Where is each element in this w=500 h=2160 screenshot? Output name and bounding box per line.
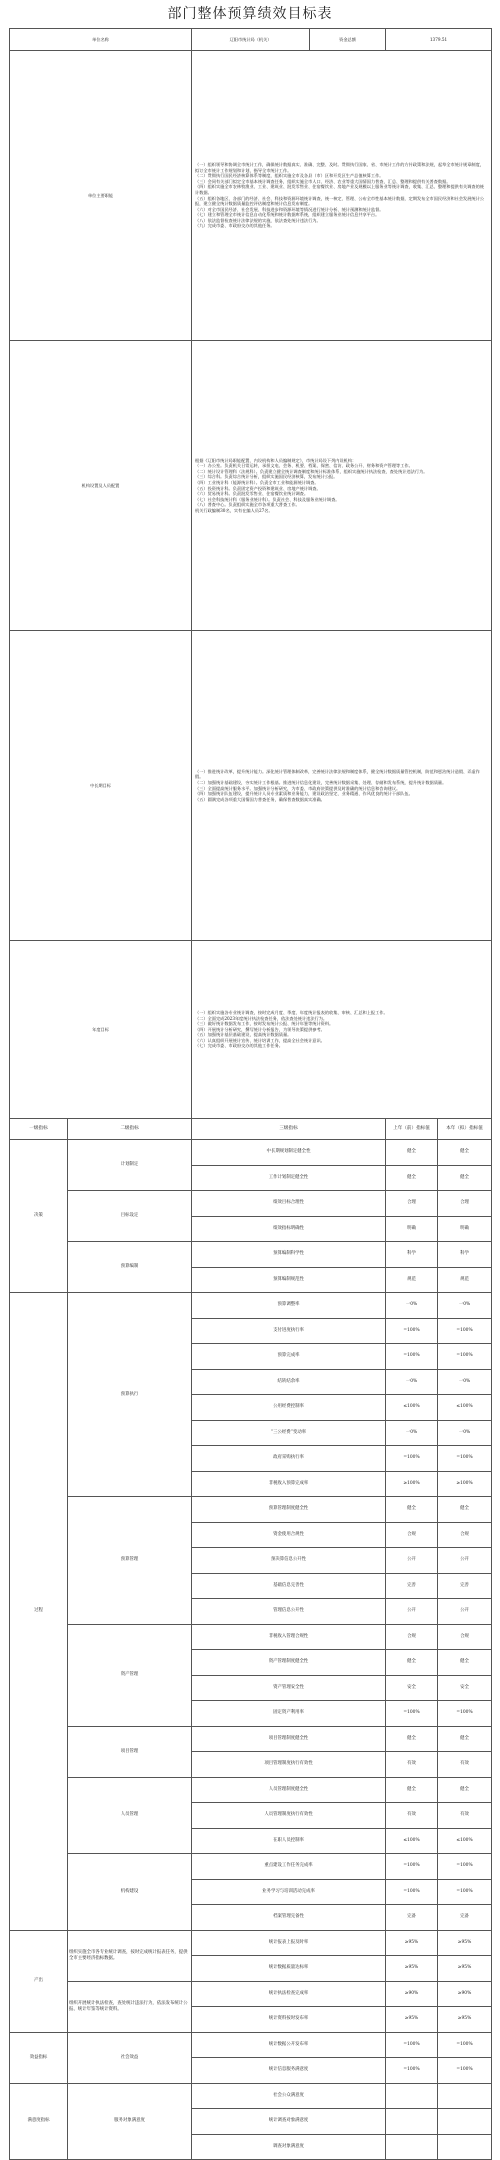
metric-actual: =100% xyxy=(386,1854,438,1880)
metric-level3: 统计执法检查完成率 xyxy=(192,1981,386,2007)
metric-level3: 非税收入管理合规性 xyxy=(192,1624,386,1650)
metric-target: 健全 xyxy=(438,1165,492,1191)
metric-target: ≥95% xyxy=(438,1956,492,1982)
section-body xyxy=(192,341,492,631)
metric-target: =100% xyxy=(438,1344,492,1370)
section-line: （二）加强统计基础建设，夯实统计工作根基。推进统计信息化建设，完善统计数据采集、处理、存储和发布系统，提升统计数据质量。 xyxy=(195,779,447,785)
metric-level3: 固定资产利用率 xyxy=(192,1701,386,1727)
metric-level3: 资金使用合规性 xyxy=(192,1522,386,1548)
header-actual: 上年（前）指标值 xyxy=(386,1119,438,1140)
metric-row xyxy=(10,1726,492,1752)
metric-level1: 决策 xyxy=(10,1140,68,1293)
metric-level1: 产出 xyxy=(10,1930,68,2032)
performance-table xyxy=(9,28,492,2160)
unit-name-label: 单位名称 xyxy=(10,29,192,51)
section-line: （四）加强统计队伍建设，提升统计人员专业素质和业务能力，建设政治坚定、业务精通、作风优良的统计干部队伍。 xyxy=(195,791,413,797)
metric-level3: 中长期规划制定健全性 xyxy=(192,1140,386,1166)
metric-target: 完备 xyxy=(438,1905,492,1931)
metric-row xyxy=(10,1930,492,1956)
metric-level3: 管理信息公开性 xyxy=(192,1599,386,1625)
metric-level3: 调查对象满意度 xyxy=(192,2134,386,2160)
metric-actual: 合规 xyxy=(386,1624,438,1650)
metric-actual: 健全 xyxy=(386,1497,438,1523)
metric-actual: 合理 xyxy=(386,1191,438,1217)
metric-target: 健全 xyxy=(438,1777,492,1803)
metric-level3: 项目管理制度执行有效性 xyxy=(192,1752,386,1778)
metric-actual: 一0% xyxy=(386,1369,438,1395)
metric-actual xyxy=(386,2109,438,2135)
metric-target: 完善 xyxy=(438,1573,492,1599)
metric-actual: ≥100% xyxy=(386,1471,438,1497)
metric-target xyxy=(438,2109,492,2135)
metric-level2: 服务对象满意度 xyxy=(68,2083,192,2160)
metric-actual: ≥90% xyxy=(386,1981,438,2007)
metric-level3: 结转结余率 xyxy=(192,1369,386,1395)
section-line: （四）开展统计分析研究，撰写统计分析报告，为领导决策提供参考。 xyxy=(195,1026,325,1032)
section-label: 机构设置及人员配置 xyxy=(10,341,192,631)
section-line: （五）加强统计基层基础建设，提高统计数据质量。 xyxy=(195,1032,292,1038)
section-line: （九）完成市委、市政府交办的其他任务。 xyxy=(195,223,275,229)
metric-target xyxy=(438,2083,492,2109)
metric-actual: 健全 xyxy=(386,1726,438,1752)
metric-row xyxy=(10,2032,492,2058)
metric-level2: 预算管理 xyxy=(68,1497,192,1625)
section-body xyxy=(192,631,492,941)
section-line: （八）普查中心。负责组织实施全市各项重大普查工作。 xyxy=(195,502,300,508)
metric-level3: “三公经费”变动率 xyxy=(192,1420,386,1446)
metric-actual xyxy=(386,2083,438,2109)
metric-actual: 有效 xyxy=(386,1752,438,1778)
metric-row xyxy=(10,1191,492,1217)
metric-level3: 业务学习与培训活动完成率 xyxy=(192,1879,386,1905)
metric-target: =100% xyxy=(438,1446,492,1472)
metric-actual: 完备 xyxy=(386,1905,438,1931)
metric-target: 有效 xyxy=(438,1752,492,1778)
metric-target: 明确 xyxy=(438,1216,492,1242)
metric-level3: 人员管理制度执行有效性 xyxy=(192,1803,386,1829)
metric-level3: 预算编制科学性 xyxy=(192,1242,386,1268)
metric-actual: 健全 xyxy=(386,1650,438,1676)
section-line: （二）全面完成2023年度统计执法检查任务，依法查处统计违法行为。 xyxy=(195,1015,328,1021)
metric-target: 公开 xyxy=(438,1548,492,1574)
metric-level3: 政府采购执行率 xyxy=(192,1446,386,1472)
metric-row xyxy=(10,1140,492,1166)
metric-level3: 统计调查对象满意度 xyxy=(192,2109,386,2135)
header-level1: 一级指标 xyxy=(10,1119,68,1140)
metric-actual: 一0% xyxy=(386,1293,438,1319)
header-level3: 三级指标 xyxy=(192,1119,386,1140)
metric-actual: 明确 xyxy=(386,1216,438,1242)
metrics-header-row xyxy=(10,1119,492,1140)
section-label: 年度目标 xyxy=(10,941,192,1119)
section-row xyxy=(10,51,492,341)
metric-row xyxy=(10,1981,492,2007)
metric-actual: 公开 xyxy=(386,1599,438,1625)
section-row xyxy=(10,941,492,1119)
metric-level3: 统计信息服务满意度 xyxy=(192,2058,386,2084)
section-line: （四）工业统计科（能源统计科）。负责全市工业和能源统计调查。 xyxy=(195,479,319,485)
metric-actual: 完善 xyxy=(386,1573,438,1599)
metrics-body xyxy=(10,1140,492,2160)
metric-row xyxy=(10,2083,492,2109)
section-line: （七）完成市委、市政府交办的其他工作任务。 xyxy=(195,1043,283,1049)
metric-target: 公开 xyxy=(438,1599,492,1625)
metric-target: 健全 xyxy=(438,1650,492,1676)
metric-level2: 预算编制 xyxy=(68,1242,192,1293)
metric-target: 安全 xyxy=(438,1675,492,1701)
metric-target: =100% xyxy=(438,1854,492,1880)
metric-target: =100% xyxy=(438,1879,492,1905)
metric-actual: 健全 xyxy=(386,1777,438,1803)
metric-target: 合规 xyxy=(438,1624,492,1650)
metric-target: 一0% xyxy=(438,1293,492,1319)
metric-level3: 在职人员控制率 xyxy=(192,1828,386,1854)
metric-target: 健全 xyxy=(438,1497,492,1523)
metric-target: 有效 xyxy=(438,1803,492,1829)
metric-target: ≤100% xyxy=(438,1395,492,1421)
metric-target: 合理 xyxy=(438,1191,492,1217)
metric-actual: 健全 xyxy=(386,1140,438,1166)
metric-actual: ≤100% xyxy=(386,1395,438,1421)
metric-actual: 规范 xyxy=(386,1267,438,1293)
metric-level3: 预算管理制度健全性 xyxy=(192,1497,386,1523)
metric-level3: 非税收入预算完成率 xyxy=(192,1471,386,1497)
section-line: （四）组织实施全市农林牧渔业、工业、建筑业、批发零售业、住宿餐饮业、房地产业及规模以上服务业等统计调查，收集、汇总、整理和提供有关调查的统计数据。 xyxy=(195,184,484,195)
metric-row xyxy=(10,1777,492,1803)
budget-total-label: 资金总额 xyxy=(310,29,386,51)
metric-level2: 预算执行 xyxy=(68,1293,192,1497)
page-title: 部门整体预算绩效目标表 xyxy=(167,6,333,22)
metric-row xyxy=(10,1624,492,1650)
metric-target: ≤100% xyxy=(438,1828,492,1854)
section-line: 机关行政编制30名，实有在编人员27名。 xyxy=(195,507,273,513)
metric-actual: =100% xyxy=(386,1879,438,1905)
metric-level3: 项目管理制度健全性 xyxy=(192,1726,386,1752)
metric-level3: 人员管理制度健全性 xyxy=(192,1777,386,1803)
metric-level2: 组织实施全市各专业统计调查，按时完成统计报表任务，提供全市主要经济指标数据。 xyxy=(68,1930,192,1981)
metric-actual: 一0% xyxy=(386,1420,438,1446)
metric-level1: 效益指标 xyxy=(10,2032,68,2083)
metric-level3: 工作计划制定健全性 xyxy=(192,1165,386,1191)
metric-row xyxy=(10,1854,492,1880)
section-line: （六）认真组织开展统计宣传、统计培训工作，提高全社会统计意识。 xyxy=(195,1037,325,1043)
metric-actual: ≥95% xyxy=(386,1930,438,1956)
metric-target: 规范 xyxy=(438,1267,492,1293)
metric-actual: =100% xyxy=(386,2032,438,2058)
section-label: 单位主要职能 xyxy=(10,51,192,341)
metric-level3: 绩效指标明确性 xyxy=(192,1216,386,1242)
metric-level2: 资产管理 xyxy=(68,1624,192,1726)
section-line: （一）组织实施各专业统计调查，按时完成月度、季度、年度统计报表的收集、审核、汇总和上报工作。 xyxy=(195,1009,388,1015)
metric-level2: 目标设定 xyxy=(68,1191,192,1242)
section-line: 根据《辽阳市统计局职能配置、内设机构和人员编制规定》，市统计局设下列内设机构： xyxy=(195,457,357,463)
metric-level3: 统计数据质量达标率 xyxy=(192,1956,386,1982)
budget-total-value: 1379.51 xyxy=(386,29,492,51)
section-row xyxy=(10,341,492,631)
metric-level2: 机构建设 xyxy=(68,1854,192,1931)
metric-level3: 档案管理完备性 xyxy=(192,1905,386,1931)
metric-actual: =100% xyxy=(386,2058,438,2084)
metric-level3: 预决算信息公开性 xyxy=(192,1548,386,1574)
metric-actual: ≥95% xyxy=(386,1956,438,1982)
metric-actual: ≥95% xyxy=(386,2007,438,2033)
metric-level3: 支付进度执行率 xyxy=(192,1318,386,1344)
metric-level3: 预算调整率 xyxy=(192,1293,386,1319)
metric-actual: =100% xyxy=(386,1318,438,1344)
section-body xyxy=(192,941,492,1119)
metric-target: 合规 xyxy=(438,1522,492,1548)
metric-actual: 有效 xyxy=(386,1803,438,1829)
section-line: （一）推进统计改革，提升统计能力。深化统计管理体制改革，完善统计法律法规和制度体系，健全统计数据质量管控机制，防范和惩治统计造假、弄虚作假。 xyxy=(195,768,480,780)
metric-target: 一0% xyxy=(438,1420,492,1446)
metric-target: =100% xyxy=(438,1318,492,1344)
metric-actual: 合规 xyxy=(386,1522,438,1548)
metric-level1: 过程 xyxy=(10,1293,68,1931)
metric-actual: 科学 xyxy=(386,1242,438,1268)
metric-target: 健全 xyxy=(438,1140,492,1166)
section-line: （三）做好统计数据发布工作，按时发布统计公报、统计年鉴等统计资料。 xyxy=(195,1021,334,1027)
section-line: （五）投资统计科。负责固定资产投资和建筑业、房地产统计调查。 xyxy=(195,485,321,491)
metric-target: ≥90% xyxy=(438,1981,492,2007)
metric-level2: 社会效益 xyxy=(68,2032,192,2083)
section-line: （二）统计设计管理科（法规科）。负责建立健全统计调查制度和统计标准体系，组织实施统计执法检查，查处统计违法行为。 xyxy=(195,468,428,474)
metric-target: =100% xyxy=(438,2058,492,2084)
section-body xyxy=(192,51,492,341)
metric-target: ≥95% xyxy=(438,1930,492,1956)
metric-level2: 项目管理 xyxy=(68,1726,192,1777)
metric-level3: 预算完成率 xyxy=(192,1344,386,1370)
metric-level2: 计划制定 xyxy=(68,1140,192,1191)
metric-level2: 组织开展统计执法检查，查处统计违法行为，依法发布统计公报、统计年鉴等统计资料。 xyxy=(68,1981,192,2032)
metric-level3: 基础信息完善性 xyxy=(192,1573,386,1599)
section-line: （一）办公室。负责机关日常运转，承担文电、会务、机要、档案、保密、信访、政务公开、财务和资产管理等工作。 xyxy=(195,463,413,469)
metric-row xyxy=(10,1293,492,1319)
header-target: 本年（拟）指标值 xyxy=(438,1119,492,1140)
metric-level3: 重点建设工作任务完成率 xyxy=(192,1854,386,1880)
metric-target: 科学 xyxy=(438,1242,492,1268)
metric-actual: 健全 xyxy=(386,1165,438,1191)
section-line: （三）全面提高统计服务水平。加强统计分析研究，为市委、市政府决策提供及时准确的统计信息和咨询建议。 xyxy=(195,785,401,791)
metric-level3: 绩效目标合理性 xyxy=(192,1191,386,1217)
section-row xyxy=(10,631,492,941)
section-label: 中长期目标 xyxy=(10,631,192,941)
metric-actual: =100% xyxy=(386,1344,438,1370)
metric-target: 一0% xyxy=(438,1369,492,1395)
metric-row xyxy=(10,1497,492,1523)
section-line: （八）依法监督检查统计法律法规的实施，依法查处统计违法行为。 xyxy=(195,217,321,223)
metric-target: ≥95% xyxy=(438,2007,492,2033)
section-line: （三）会同有关部门拟定全市基本统计调查任务，组织实施全市人口、经济、农业等重大国情国力普查，汇总、整理和提供有关普查数据。 xyxy=(195,178,451,184)
section-line: （七）社会科技统计科（服务业统计科）。负责社会、科技及服务业统计调查。 xyxy=(195,496,340,502)
metric-target: ≥100% xyxy=(438,1471,492,1497)
metric-level3: 资产管理制度健全性 xyxy=(192,1650,386,1676)
section-line: （七）建立和管理全市统计信息自动化系统和统计数据库系统，组织建立服务业统计信息共享平台。 xyxy=(195,212,380,218)
metric-actual: 安全 xyxy=(386,1675,438,1701)
metric-level3: 资产管理安全性 xyxy=(192,1675,386,1701)
metric-level3: 统计数据公开发布率 xyxy=(192,2032,386,2058)
metric-target: 健全 xyxy=(438,1726,492,1752)
metric-actual: =100% xyxy=(386,1701,438,1727)
metric-actual: 公开 xyxy=(386,1548,438,1574)
metric-level3: 统计资料按时发布率 xyxy=(192,2007,386,2033)
section-line: （六）贸易统计科。负责批发零售业、住宿餐饮业统计调查。 xyxy=(195,491,309,497)
metric-level3: 社会公众满意度 xyxy=(192,2083,386,2109)
metric-level3: 公用经费控制率 xyxy=(192,1395,386,1421)
section-line: （五）圆满完成各项重大国情国力普查任务，确保普查数据真实准确。 xyxy=(195,796,325,802)
section-line: （一）组织领导和协调全市统计工作，确保统计数据真实、准确、完整、及时。贯彻执行国家、省、市统计工作的方针政策和法规，起草全市统计规章制度，拟订全市统计工作规划和计划，指导全市统计工作。 xyxy=(195,161,484,173)
section-line: （六）对全市国民经济、社会发展、科技进步和资源环境等情况进行统计分析、统计预测和统计监督。 xyxy=(195,206,384,212)
section-line: （三）综合科。负责综合统计分析，组织实施国民经济核算，发布统计公报。 xyxy=(195,474,338,480)
metric-level1: 满意度指标 xyxy=(10,2083,68,2160)
metric-target: =100% xyxy=(438,1701,492,1727)
unit-name-value: 辽阳市统计局（机关） xyxy=(192,29,310,51)
section-line: （五）组织各地区、各部门的经济、社会、科技和资源环境统计调查，统一核定、管理、公布全市性基本统计数据，定期发布全市国民经济和社会发展统计公报，建立健全统计数据质量监控评估制度和统计信息发布制度。 xyxy=(195,195,484,207)
section-line: （二）贯彻执行国民经济核算体系等制度，组织实施全市及各县（市）区和开发区生产总值核算工作。 xyxy=(195,173,384,179)
metric-row xyxy=(10,1242,492,1268)
metric-level3: 统计报表上报及时率 xyxy=(192,1930,386,1956)
metric-actual: =100% xyxy=(386,1446,438,1472)
header-level2: 二级指标 xyxy=(68,1119,192,1140)
metric-level2: 人员管理 xyxy=(68,1777,192,1854)
metric-target: =100% xyxy=(438,2032,492,2058)
metric-level3: 预算编制规范性 xyxy=(192,1267,386,1293)
metric-actual: ≤100% xyxy=(386,1828,438,1854)
